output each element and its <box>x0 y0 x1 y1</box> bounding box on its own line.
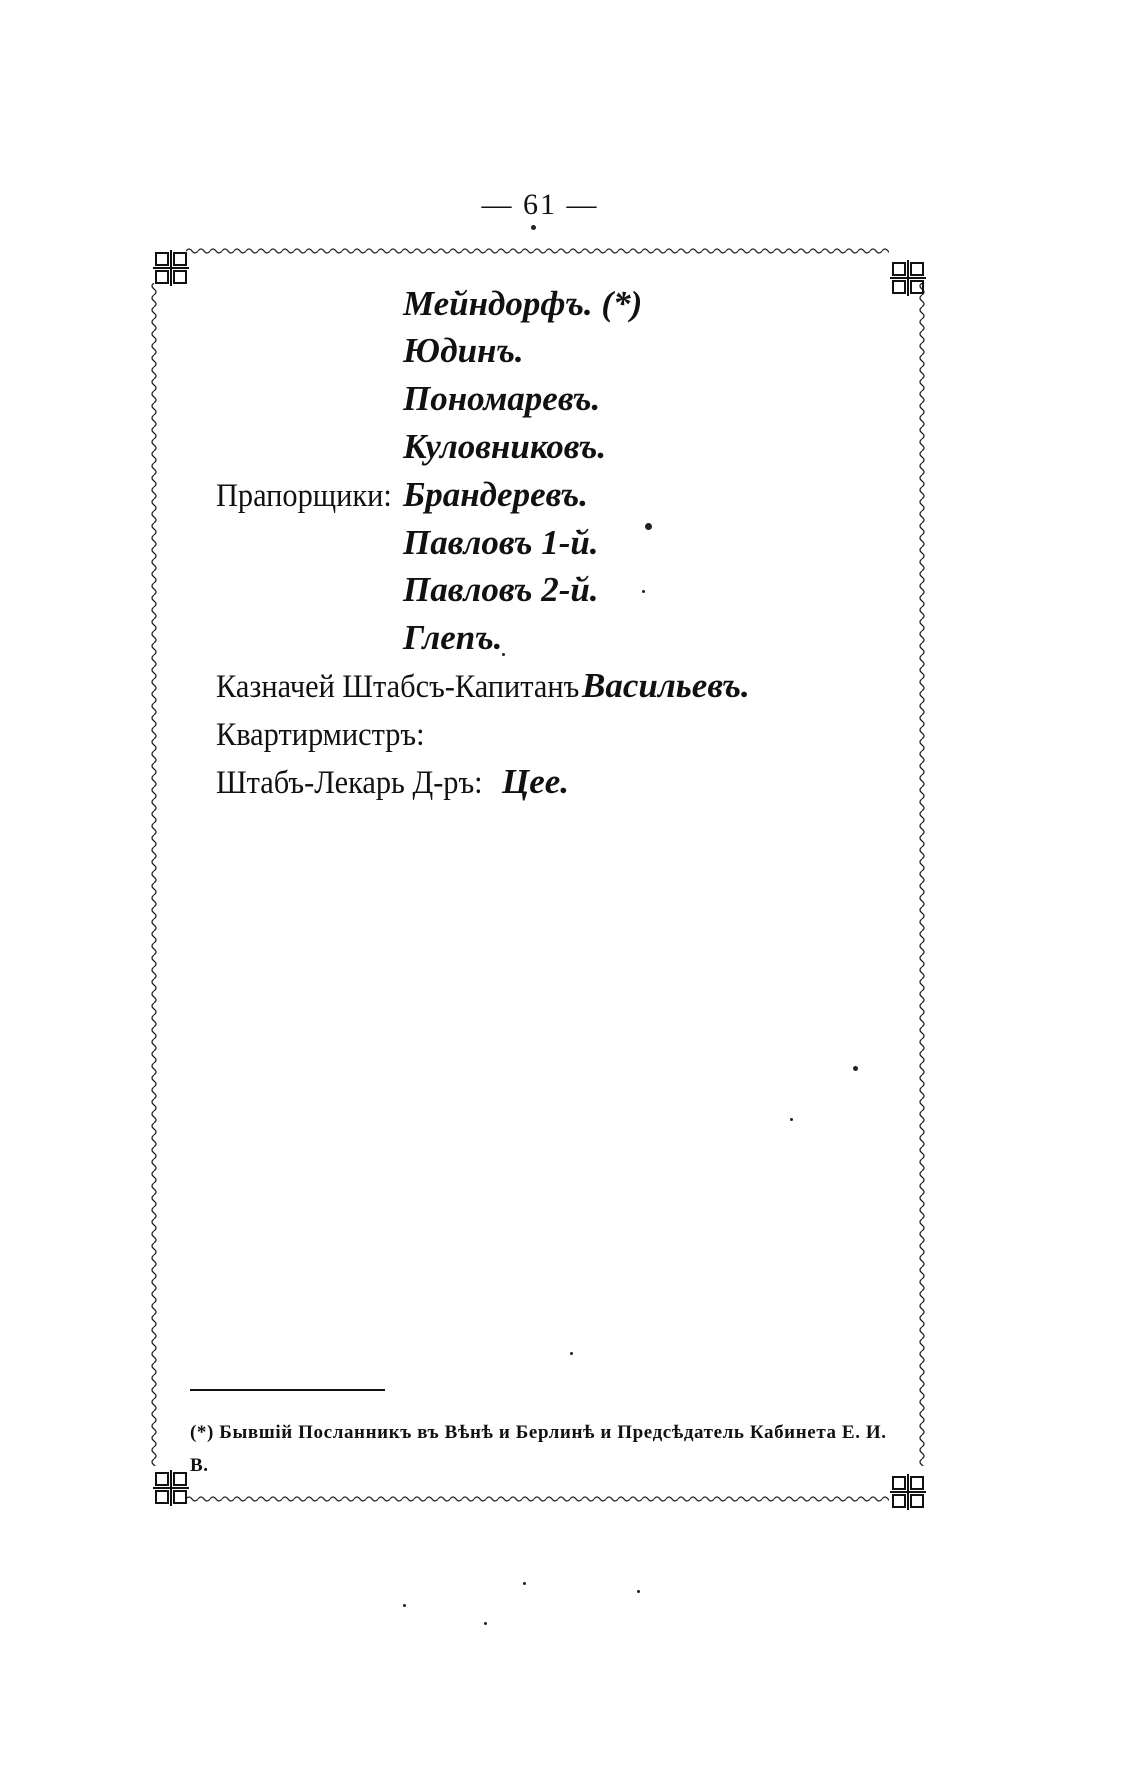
roster-row <box>582 666 750 706</box>
roster-row <box>403 570 599 610</box>
roster-row <box>216 666 611 706</box>
corner-ornament-icon <box>153 250 189 286</box>
print-speck <box>645 523 652 530</box>
roster-row <box>403 618 502 658</box>
rank-label: Штабъ-Лекарь Д-ръ: <box>216 765 483 801</box>
officer-name: Цее. <box>502 762 570 801</box>
roster-row <box>216 714 443 754</box>
officer-name: Павловъ 1-й. <box>403 523 599 562</box>
rank-label: Казначей Штабсъ-Капитанъ <box>216 669 580 705</box>
print-speck <box>637 1590 640 1593</box>
print-speck <box>484 1622 487 1625</box>
corner-ornament-icon <box>153 1470 189 1506</box>
officer-name: Павловъ 2-й. <box>403 570 599 609</box>
roster-row <box>502 762 569 802</box>
roster-row <box>403 475 588 515</box>
roster-row <box>403 331 524 371</box>
print-speck <box>523 1582 526 1585</box>
officer-name: Пономаревъ. <box>403 379 601 418</box>
officer-name: Глепъ. <box>403 618 503 657</box>
officer-name: Куловниковъ. <box>403 427 607 466</box>
print-speck <box>790 1118 793 1121</box>
print-speck <box>403 1604 406 1607</box>
roster-row <box>403 379 600 419</box>
officer-name: Мейндорфъ. (*) <box>403 284 643 323</box>
roster-row <box>216 762 506 802</box>
officer-name: Брандеревъ. <box>403 475 588 514</box>
print-speck <box>531 225 536 230</box>
rank-label: Прапорщики: <box>216 478 392 514</box>
roster-row <box>403 284 642 324</box>
corner-ornament-icon <box>890 1474 926 1510</box>
officer-name: Юдинъ. <box>403 331 524 370</box>
print-speck <box>642 590 645 593</box>
print-speck <box>853 1066 858 1071</box>
footnote-rule <box>190 1389 385 1391</box>
print-speck <box>570 1352 573 1355</box>
rank-label: Квартирмистръ: <box>216 717 425 753</box>
footnote: (*) Бывшій Посланникъ въ Вѣнѣ и Берлинѣ и Предсѣдатель Кабинета Е. И. В. <box>190 1422 887 1476</box>
officer-name: Васильевъ. <box>582 666 750 705</box>
print-speck <box>502 653 505 656</box>
roster-row <box>403 427 606 467</box>
page-number: — 61 — <box>481 188 599 221</box>
roster-row <box>216 475 407 515</box>
corner-ornament-icon <box>890 260 926 296</box>
roster-row <box>403 523 599 563</box>
